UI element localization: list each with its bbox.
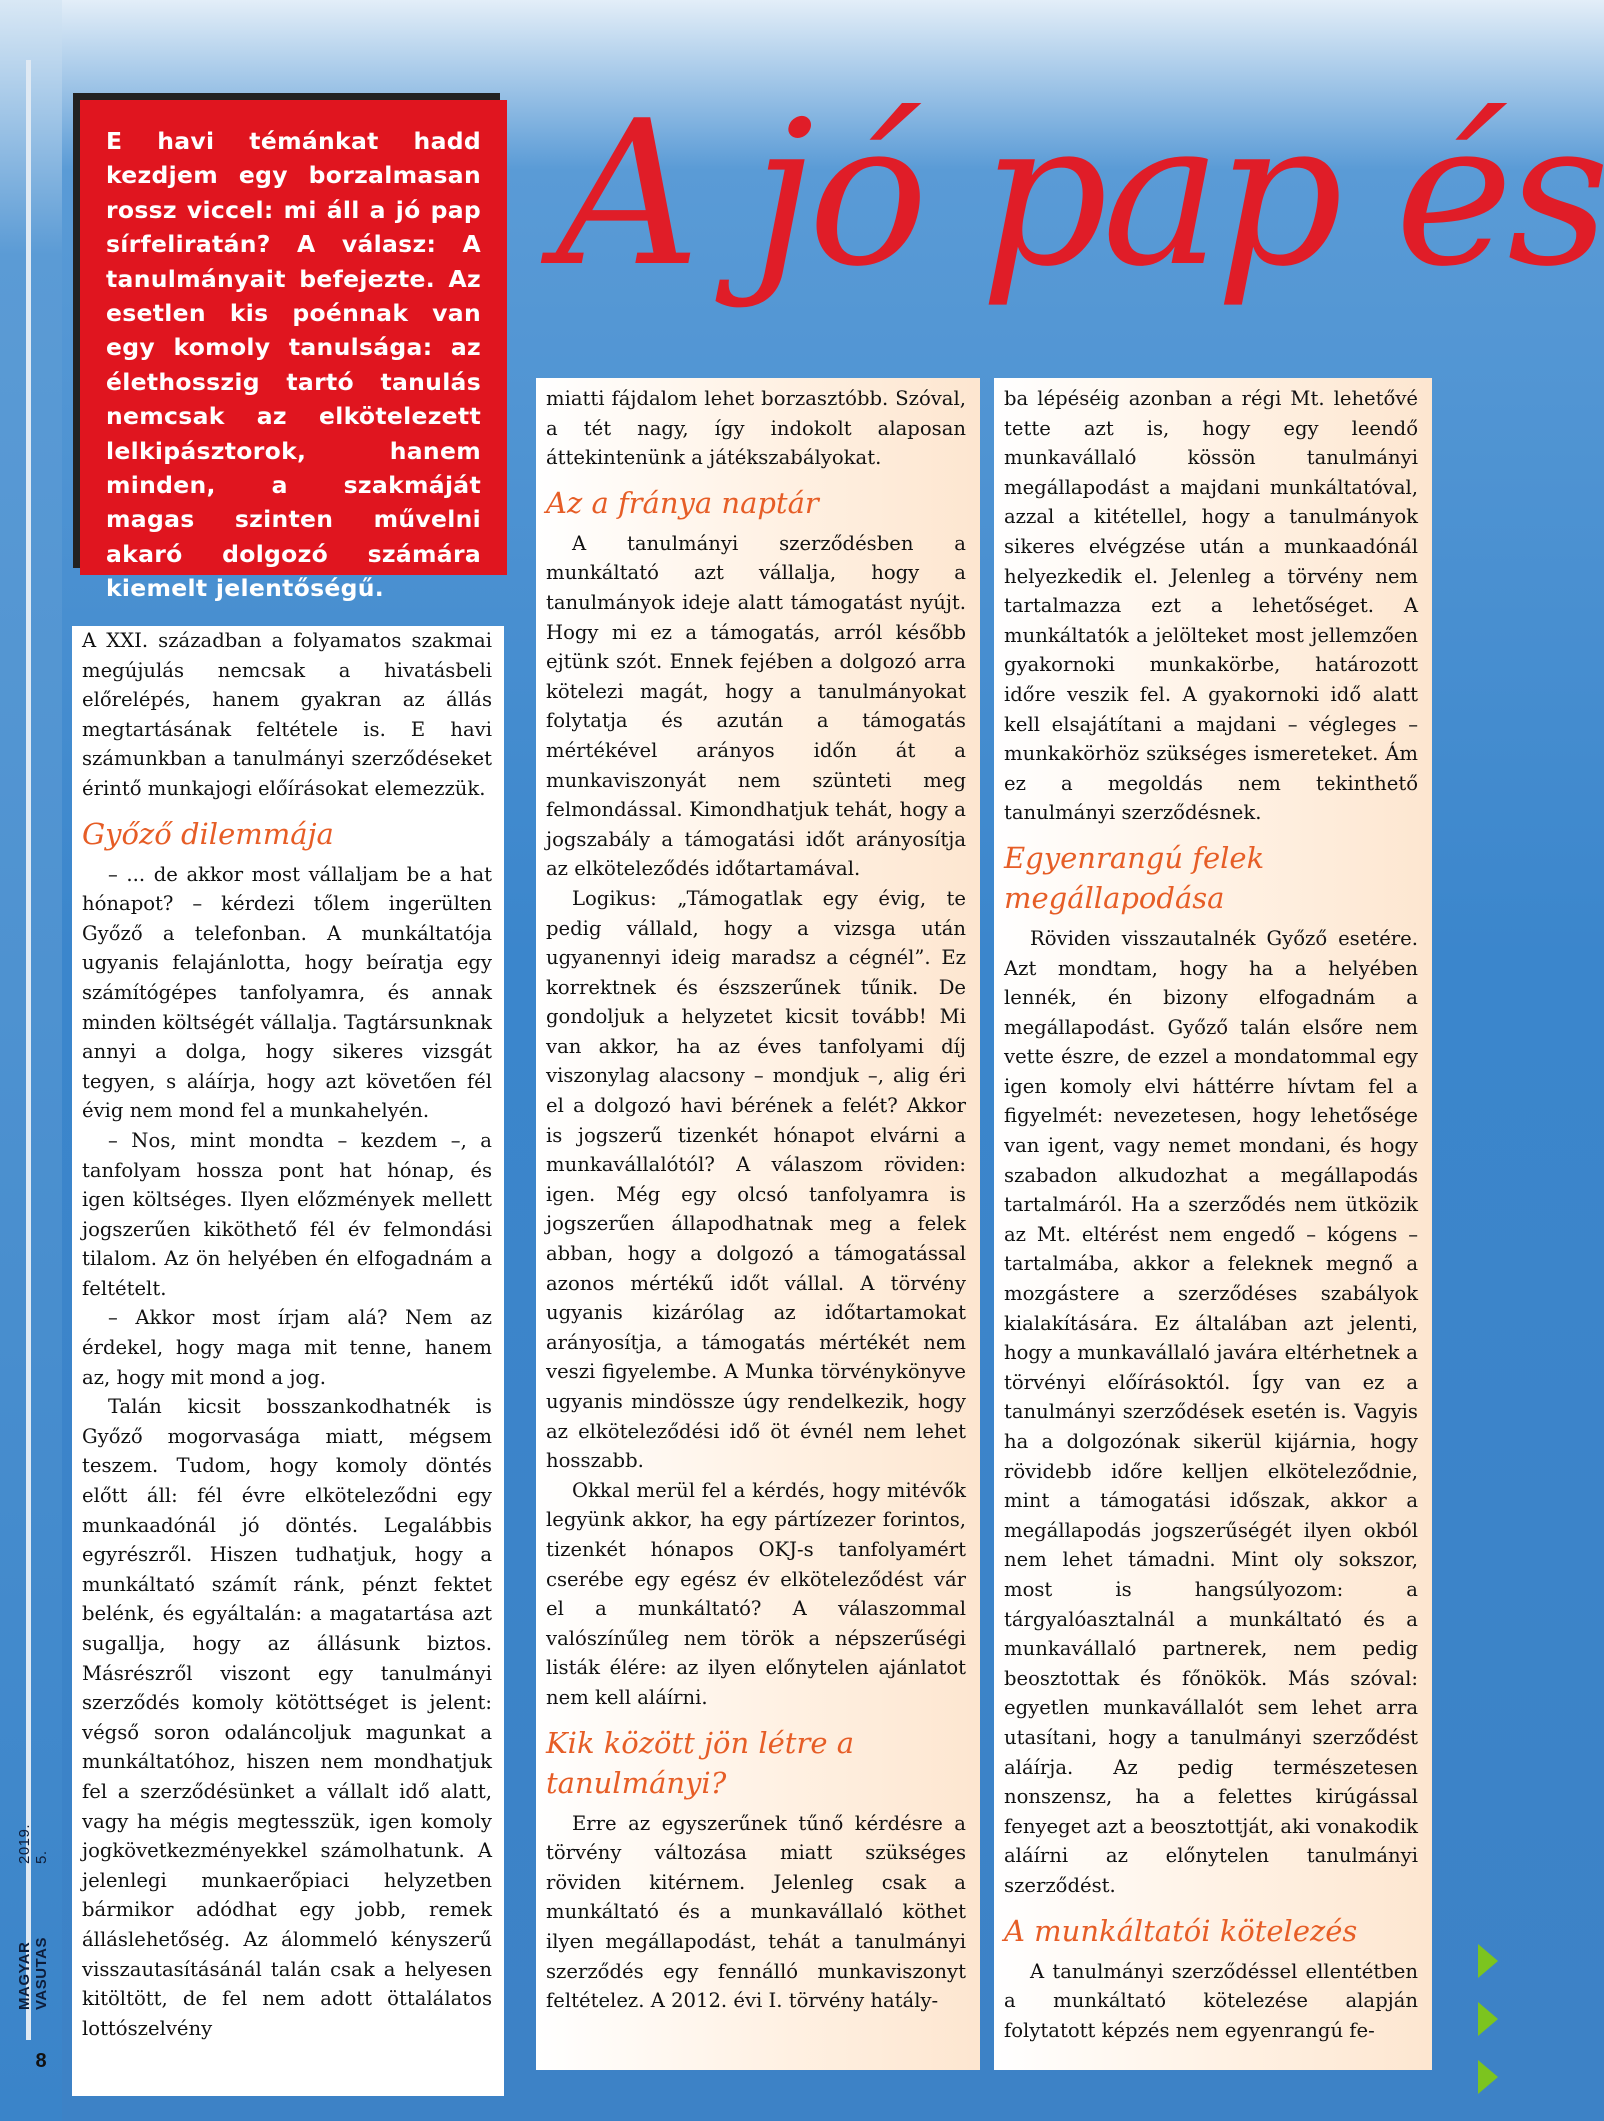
paragraph: Erre az egyszerűnek tűnő kérdésre a törvény változása miatt szükséges röviden kitérnem. Jelenleg csak a munkáltató és a munkavállaló köthet ilyen megállapodást, tehát a tanulmányi szerződés egy fennálló munkaviszonyt feltételez. A 2012. évi I. törvény hatály- [546,1811,966,2013]
paragraph: – ... de akkor most vállaljam be a hat hónapot? – kérdezi tőlem ingerülten Győző a telefonban. A munkáltatója ugyanis felajánlotta, hogy beíratja egy számítógépes tanfolyamra, és annak minden költségét vállalja. Tagtársunknak annyi a dolga, hogy sikeres vizsgát tegyen, s aláírja, hogy azt követően fél évig nem mond fel a munkahelyén. [82,862,492,1123]
subheading-naptar: Az a fránya naptár [546,485,819,520]
paragraph: – Akkor most írjam alá? Nem az érdekel, hogy maga mit tenne, hanem az, hogy mit mond a jog. [82,1306,492,1389]
continue-arrow-icon [1478,1944,1498,1978]
subheading-egyenrangu-felek: Egyenrangú felek megállapodása [1004,840,1265,915]
paragraph: Talán kicsit bosszankodhatnék is Győző mogorvasága miatt, mégsem teszem. Tudom, hogy komoly döntés előtt áll: fél évre elköteleződni egy munkaadónál jó döntés. Legalábbis egyrészről. Hiszen tudhatjuk, hogy a munkáltató számít ránk, pénzt fektet belénk, és egyáltalán: a magatartása azt sugallja, hogy az állásunk biztos. Másrészről viszont egy tanulmányi szerződés komoly kötöttséget is jelent: végső soron odaláncoljuk magunkat a munkáltatóhoz, hiszen nem mondhatjuk fel a szerződésünket a vállalt idő alatt, vagy ha mégis megtesszük, igen komoly jogkövetkezményekkel számolhatunk. A jelenlegi munkaerőpiaci helyzetben bármikor adódhat egy jobb, remek álláslehetőség. Az álommeló kényszerű visszautasításánál talán csak a helyesen kitöltött, de fel nem adott öttalálatos lottószelvény [82,1395,492,2040]
subheading-munkaltatoi-kotelezes: A munkáltatói kötelezés [1004,1913,1358,1948]
paragraph: Röviden visszautalnék Győző esetére. Azt mondtam, hogy ha a helyében lennék, én bizony elfogadnám a megállapodást. Győző talán elsőre nem vette észre, de ezzel a mondatommal egy igen komoly elvi háttérre hívtam fel a figyelmét: nevezetesen, hogy lehetősége van igent, vagy nemet mondani, és hogy szabadon alkudozhat a megállapodás tartalmáról. Ha a szerződés nem ütközik az Mt. eltérést nem engedő – kógens – tartalmába, akkor a feleknek megnő a mozgástere a szerződéses szabályok kialakítására. Ez általában azt jelenti, hogy a munkavállaló javára eltérhetnek a törvényi előírásoktól. Így van ez a tanulmányi szerződések esetén is. Vagyis ha a dolgozónak sikerül kijárnia, hogy rövidebb időre kelljen elköteleződnie, mint a támogatási időszak, akkor a megállapodás jogszerűségét ilyen okból nem lehet támadni. Mint oly sokszor, most is hangsúlyozom: a tárgyalóasztalnál a munkáltató és a munkavállaló partnerek, nem pedig beosztottak és főnökök. Más szóval: egyetlen munkavállalót sem lehet arra utasítani, hogy a tanulmányi szerződést aláírja. Az pedig természetesen nonszensz, ha a felettes kirúgással fenyeget azt a beosztottját, aki vonakodik aláírni az előnytelen tanulmányi szerződést. [1004,926,1418,1897]
paragraph: ba lépéséig azonban a régi Mt. lehetővé tette azt is, hogy egy leendő munkavállaló kössön tanulmányi megállapodást a majdani munkáltatóval, azzal a kitétellel, hogy a tanulmányok sikeres elvégzése után a munkaadónál helyezkedik el. Jelenleg a törvény nem tartalmazza ezt a lehetőséget. A munkáltatók a jelölteket most jellemzően gyakornoki munkakörbe, határozott időre veszik fel. A gyakornoki idő alatt kell elsajátítani a majdani – végleges – munkakörhöz szükséges ismereteket. Ám ez a megoldás nem tekinthető tanulmányi szerződésnek. [1004,387,1418,825]
continue-arrow-icon [1478,2060,1498,2094]
column-3 [994,378,1432,2070]
intro-text: E havi témánkat hadd kezdjem egy borzalmasan rossz viccel: mi áll a jó pap sírfeliratán? A válasz: A tanulmányait befejezte. Az esetlen kis poénnak van egy komoly tanulsága: az élethosszig tartó tanulás nemcsak az elkötelezett lelkipásztorok, hanem minden, a szakmáját magas szinten művelni akaró dolgozó számára kiemelt jelentőségű. [106,127,481,603]
intro-box [80,100,507,603]
left-sidebar-strip [0,0,62,2121]
paragraph: – Nos, mint mondta – kezdem –, a tanfolyam hossza pont hat hónap, és igen költséges. Ilyen előzmények mellett jogszerűen kiköthető fél év felmondási tilalom. Az ön helyében én elfogadnám a feltételt. [82,1128,492,1300]
lead-paragraph: A XXI. században a folyamatos szakmai megújulás nemcsak a hivatásbeli előrelépés, hanem gyakran az állás megtartásának feltétele is. E havi számunkban a tanulmányi szerződéseket érintő munkajogi előírásokat elemezzük. [82,629,492,800]
paragraph: Okkal merül fel a kérdés, hogy mitévők legyünk akkor, ha egy pártízezer forintos, tizenkét hónapos OKJ-s tanfolyamért cserébe egy egész év elköteleződést vár el a munkáltató? A válaszommal valószínűleg nem török a népszerűségi listák élére: az ilyen előnytelen ajánlatot nem kell aláírni. [546,1478,966,1709]
sidebar-divider-line [26,60,31,2040]
continue-arrow-icon [1478,2002,1498,2036]
article-headline: A jó pap és [556,78,1604,311]
column-2 [536,378,980,2070]
column-1 [72,626,504,2096]
paragraph: Logikus: „Támogatlak egy évig, te pedig vállald, hogy a vizsga után ugyanennyi ideig maradsz a cégnél”. Ez korrektnek és észszerűnek tűnik. De gondoljuk a helyzetet kicsit tovább! Mi van akkor, ha az éves tanfolyami díj viszonylag alacsony – mondjuk –, alig éri el a dolgozó havi bérének a felét? Akkor is jogszerű tizenkét hónapot elvárni a munkavállalótól? A válaszom röviden: igen. Még egy olcsó tanfolyamra is jogszerűen állapodhatnak meg a felek abban, hogy a dolgozó a támogatással azonos mértékű időt vállal. A törvény ugyanis kizárólag az időtartamokat arányosítja, a támogatás mértékét nem veszi figyelembe. A Munka törvénykönyve ugyanis mindössze úgy rendelkezik, hogy az elköteleződési idő öt évnél nem lehet hosszabb. [546,886,966,1473]
paragraph: A tanulmányi szerződésben a munkáltató azt vállalja, hogy a tanulmányok ideje alatt támogatást nyújt. Hogy mi ez a támogatás, arról később ejtünk szót. Ennek fejében a dolgozó arra kötelezi magát, hogy a tanulmányokat folytatja és azután a támogatás mértékével arányos időn át a munkaviszonyát nem szünteti meg felmondással. Kimondhatjuk tehát, hogy a jogszabály a támogatási időt arányosítja az elköteleződés időtartamával. [546,531,966,881]
issue-number: 2019. 5. [16,1824,50,1865]
page-number: 8 [35,2050,47,2072]
paragraph: A tanulmányi szerződéssel ellentétben a munkáltató kötelezése alapján folytatott képzés nem egyenrangú fe- [1004,1959,1418,2042]
subheading-gyozo-dilemmaja: Győző dilemmája [82,816,334,851]
magazine-issue-label [14,1810,52,2010]
subheading-kik-kozott: Kik között jön létre a tanulmányi? [546,1725,854,1800]
magazine-name: MAGYAR VASUTAS [16,1937,50,2010]
paragraph: miatti fájdalom lehet borzasztóbb. Szóval, a tét nagy, így indokolt alaposan áttekintenünk a játékszabályokat. [546,387,966,470]
